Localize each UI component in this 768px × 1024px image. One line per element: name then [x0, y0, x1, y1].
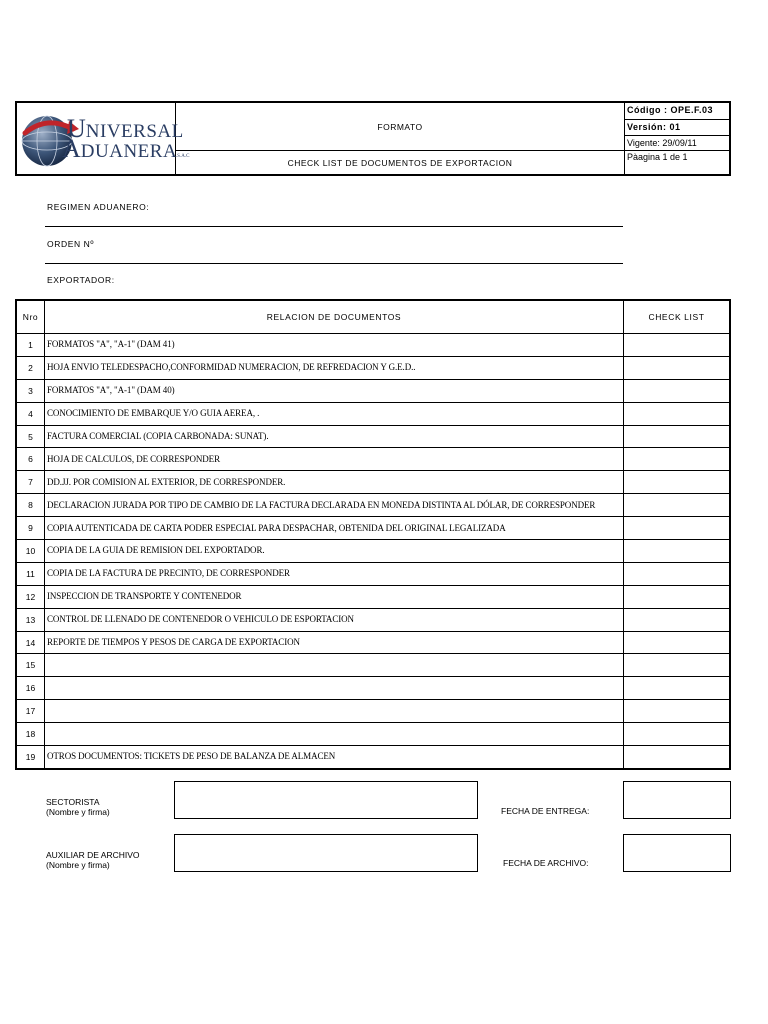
sectorista-signature-box[interactable]	[174, 781, 478, 819]
check-cell[interactable]	[624, 494, 731, 517]
pagina-text: Pàagina 1 de 1	[627, 152, 688, 162]
row-number: 11	[16, 562, 45, 585]
check-cell[interactable]	[624, 402, 731, 425]
table-row	[16, 448, 730, 471]
col-nro-header: Nro	[16, 300, 45, 334]
table-row	[16, 402, 730, 425]
col-check-header: CHECK LIST	[624, 300, 731, 334]
row-number: 10	[16, 540, 45, 563]
row-number: 6	[16, 448, 45, 471]
check-cell[interactable]	[624, 540, 731, 563]
orden-line[interactable]	[45, 263, 623, 264]
check-cell[interactable]	[624, 631, 731, 654]
document-description	[45, 654, 624, 677]
check-cell[interactable]	[624, 677, 731, 700]
company-logo	[17, 103, 190, 174]
logo-suffix: S.A.C	[177, 154, 190, 159]
sectorista-text: SECTORISTA	[46, 797, 100, 807]
row-number: 15	[16, 654, 45, 677]
auxiliar-label	[46, 850, 140, 870]
table-row	[16, 471, 730, 494]
auxiliar-sub-text: (Nombre y firma)	[46, 860, 110, 870]
check-cell[interactable]	[624, 723, 731, 746]
version-text: Versión: 01	[627, 122, 681, 132]
check-cell[interactable]	[624, 425, 731, 448]
table-row	[16, 677, 730, 700]
logo-letter-a: A	[62, 134, 81, 163]
row-number: 7	[16, 471, 45, 494]
fecha-archivo-label: FECHA DE ARCHIVO:	[503, 858, 589, 868]
logo-text-universal: NIVERSAL	[85, 121, 184, 142]
check-cell[interactable]	[624, 471, 731, 494]
fecha-archivo-box[interactable]	[623, 834, 731, 872]
row-number: 9	[16, 517, 45, 540]
row-number: 8	[16, 494, 45, 517]
check-cell[interactable]	[624, 608, 731, 631]
check-cell[interactable]	[624, 746, 731, 769]
document-description: HOJA DE CALCULOS, DE CORRESPONDER	[45, 448, 624, 471]
table-row	[16, 494, 730, 517]
exportador-label: EXPORTADOR:	[47, 275, 115, 285]
row-number: 4	[16, 402, 45, 425]
document-description: FORMATOS "A", "A-1" (DAM 40)	[45, 379, 624, 402]
sectorista-sub-text: (Nombre y firma)	[46, 807, 110, 817]
sectorista-label	[46, 797, 110, 817]
check-cell[interactable]	[624, 379, 731, 402]
row-number: 19	[16, 746, 45, 769]
table-row	[16, 425, 730, 448]
logo-text-aduanera: DUANERA	[80, 141, 178, 162]
fecha-entrega-box[interactable]	[623, 781, 731, 819]
document-description: HOJA ENVIO TELEDESPACHO,CONFORMIDAD NUMERACION, DE REFREDACION Y G.E.D..	[45, 356, 624, 379]
check-cell[interactable]	[624, 700, 731, 723]
check-cell[interactable]	[624, 448, 731, 471]
document-header	[15, 101, 731, 176]
format-label: FORMATO	[176, 103, 624, 151]
document-description	[45, 723, 624, 746]
document-title: CHECK LIST DE DOCUMENTOS DE EXPORTACION	[287, 157, 513, 168]
regimen-label: REGIMEN ADUANERO:	[47, 202, 150, 212]
regimen-line[interactable]	[45, 226, 623, 227]
document-description: COPIA DE LA FACTURA DE PRECINTO, DE CORRESPONDER	[45, 562, 624, 585]
row-number: 13	[16, 608, 45, 631]
table-row	[16, 631, 730, 654]
row-number: 5	[16, 425, 45, 448]
check-cell[interactable]	[624, 562, 731, 585]
table-row	[16, 654, 730, 677]
table-row	[16, 700, 730, 723]
auxiliar-text: AUXILIAR DE ARCHIVO	[46, 850, 140, 860]
fecha-entrega-label: FECHA DE ENTREGA:	[501, 806, 590, 816]
document-description: CONOCIMIENTO DE EMBARQUE Y/O GUIA AEREA, .	[45, 402, 624, 425]
check-cell[interactable]	[624, 334, 731, 357]
document-description: OTROS DOCUMENTOS: TICKETS DE PESO DE BALANZA DE ALMACEN	[45, 746, 624, 769]
table-row	[16, 562, 730, 585]
document-description: DECLARACION JURADA POR TIPO DE CAMBIO DE LA FACTURA DECLARADA EN MONEDA DISTINTA AL DÓLAR, DE CORRESPONDER	[45, 494, 624, 517]
row-number: 12	[16, 585, 45, 608]
documents-table	[15, 299, 731, 770]
orden-label: ORDEN Nº	[47, 239, 95, 249]
document-description: FORMATOS "A", "A-1" (DAM 41)	[45, 334, 624, 357]
logo-letter-u: U	[67, 114, 86, 143]
document-description: CONTROL DE LLENADO DE CONTENEDOR O VEHICULO DE ESPORTACION	[45, 608, 624, 631]
table-row	[16, 608, 730, 631]
row-number: 17	[16, 700, 45, 723]
document-description: COPIA DE LA GUIA DE REMISION DEL EXPORTADOR.	[45, 540, 624, 563]
document-description: REPORTE DE TIEMPOS Y PESOS DE CARGA DE EXPORTACION	[45, 631, 624, 654]
row-number: 16	[16, 677, 45, 700]
document-description: FACTURA COMERCIAL (COPIA CARBONADA: SUNAT).	[45, 425, 624, 448]
table-row	[16, 746, 730, 769]
document-description: INSPECCION DE TRANSPORTE Y CONTENEDOR	[45, 585, 624, 608]
table-row	[16, 517, 730, 540]
row-number: 3	[16, 379, 45, 402]
document-description: DD.JJ. POR COMISION AL EXTERIOR, DE CORRESPONDER.	[45, 471, 624, 494]
check-cell[interactable]	[624, 356, 731, 379]
table-header-row	[16, 300, 730, 334]
row-number: 2	[16, 356, 45, 379]
codigo-text: Código : OPE.F.03	[627, 105, 714, 115]
document-description: COPIA AUTENTICADA DE CARTA PODER ESPECIAL PARA DESPACHAR, OBTENIDA DEL ORIGINAL LEGALIZADA	[45, 517, 624, 540]
row-number: 18	[16, 723, 45, 746]
vigente-text: Vigente: 29/09/11	[627, 138, 697, 148]
col-relacion-header: RELACION DE DOCUMENTOS	[45, 300, 624, 334]
auxiliar-signature-box[interactable]	[174, 834, 478, 872]
document-description	[45, 677, 624, 700]
row-number: 14	[16, 631, 45, 654]
table-row	[16, 585, 730, 608]
document-control-info	[624, 103, 730, 174]
check-cell[interactable]	[624, 654, 731, 677]
document-description	[45, 700, 624, 723]
table-row	[16, 540, 730, 563]
row-number: 1	[16, 334, 45, 357]
table-row	[16, 379, 730, 402]
table-row	[16, 334, 730, 357]
table-row	[16, 356, 730, 379]
check-cell[interactable]	[624, 517, 731, 540]
table-row	[16, 723, 730, 746]
check-cell[interactable]	[624, 585, 731, 608]
